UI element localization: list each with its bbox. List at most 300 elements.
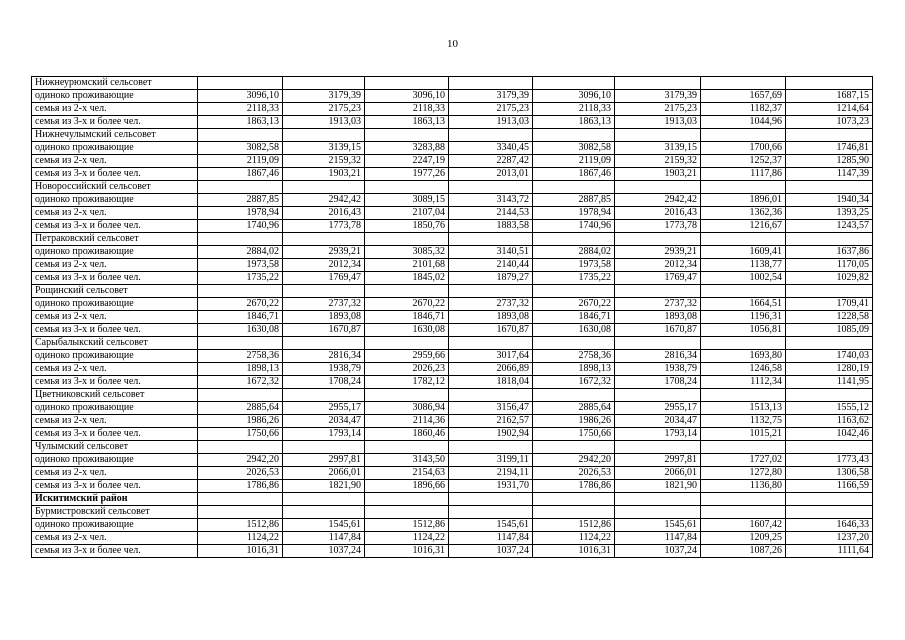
table-cell: 2816,34 bbox=[283, 350, 365, 363]
row-label: семья из 2-х чел. bbox=[32, 467, 198, 480]
table-cell: 1117,86 bbox=[701, 168, 786, 181]
table-cell bbox=[198, 493, 283, 506]
table-cell: 1746,81 bbox=[786, 142, 873, 155]
table-cell bbox=[701, 389, 786, 402]
row-label: семья из 2-х чел. bbox=[32, 415, 198, 428]
table-cell: 2118,33 bbox=[198, 103, 283, 116]
table-cell: 2159,32 bbox=[615, 155, 701, 168]
row-label: семья из 2-х чел. bbox=[32, 311, 198, 324]
table-cell: 1044,96 bbox=[701, 116, 786, 129]
table-cell: 1786,86 bbox=[533, 480, 615, 493]
table-cell: 1846,71 bbox=[365, 311, 449, 324]
table-cell: 3017,64 bbox=[449, 350, 533, 363]
table-cell bbox=[533, 285, 615, 298]
table-cell: 3085,32 bbox=[365, 246, 449, 259]
table-cell bbox=[533, 337, 615, 350]
table-cell: 2955,17 bbox=[283, 402, 365, 415]
section-header-row bbox=[32, 77, 873, 90]
table-row bbox=[32, 415, 873, 428]
table-cell: 2670,22 bbox=[365, 298, 449, 311]
table-cell: 1769,47 bbox=[283, 272, 365, 285]
section-name: Новороссийский сельсовет bbox=[32, 181, 198, 194]
table-cell: 3096,10 bbox=[533, 90, 615, 103]
table-cell: 2175,23 bbox=[283, 103, 365, 116]
table-cell: 1015,21 bbox=[701, 428, 786, 441]
district-header-row bbox=[32, 493, 873, 506]
row-label: одиноко проживающие bbox=[32, 194, 198, 207]
table-cell: 2119,09 bbox=[533, 155, 615, 168]
table-cell: 1163,62 bbox=[786, 415, 873, 428]
table-cell bbox=[449, 129, 533, 142]
table-row bbox=[32, 545, 873, 558]
table-cell: 1196,31 bbox=[701, 311, 786, 324]
table-cell: 1986,26 bbox=[198, 415, 283, 428]
table-cell: 1112,34 bbox=[701, 376, 786, 389]
table-cell: 1709,41 bbox=[786, 298, 873, 311]
row-label: семья из 3-х и более чел. bbox=[32, 116, 198, 129]
table-cell: 3082,58 bbox=[533, 142, 615, 155]
table-cell bbox=[365, 233, 449, 246]
table-cell: 2194,11 bbox=[449, 467, 533, 480]
table-cell: 1893,08 bbox=[283, 311, 365, 324]
table-cell: 1735,22 bbox=[533, 272, 615, 285]
table-cell: 2016,43 bbox=[283, 207, 365, 220]
table-cell bbox=[533, 441, 615, 454]
table-cell: 2884,02 bbox=[533, 246, 615, 259]
table-cell bbox=[365, 181, 449, 194]
table-cell: 2887,85 bbox=[198, 194, 283, 207]
table-cell: 1672,32 bbox=[198, 376, 283, 389]
table-cell: 1978,94 bbox=[198, 207, 283, 220]
table-cell: 1630,08 bbox=[198, 324, 283, 337]
table-cell: 1138,77 bbox=[701, 259, 786, 272]
table-cell: 2034,47 bbox=[615, 415, 701, 428]
table-cell: 1630,08 bbox=[533, 324, 615, 337]
table-cell: 1272,80 bbox=[701, 467, 786, 480]
table-cell bbox=[198, 181, 283, 194]
table-cell bbox=[701, 506, 786, 519]
table-cell: 1973,58 bbox=[533, 259, 615, 272]
table-cell: 1821,90 bbox=[615, 480, 701, 493]
table-cell bbox=[701, 441, 786, 454]
table-cell: 1740,96 bbox=[533, 220, 615, 233]
table-row bbox=[32, 103, 873, 116]
table-cell bbox=[786, 77, 873, 90]
table-cell: 1973,58 bbox=[198, 259, 283, 272]
table-cell: 1512,86 bbox=[533, 519, 615, 532]
table-cell: 1637,86 bbox=[786, 246, 873, 259]
table-cell: 1986,26 bbox=[533, 415, 615, 428]
section-name: Нижнеурюмский сельсовет bbox=[32, 77, 198, 90]
table-cell: 1209,25 bbox=[701, 532, 786, 545]
table-row bbox=[32, 350, 873, 363]
section-header-row bbox=[32, 441, 873, 454]
table-cell: 2885,64 bbox=[198, 402, 283, 415]
table-cell: 2159,32 bbox=[283, 155, 365, 168]
table-cell: 1182,37 bbox=[701, 103, 786, 116]
table-cell: 2013,01 bbox=[449, 168, 533, 181]
table-cell: 1214,64 bbox=[786, 103, 873, 116]
table-cell: 1216,67 bbox=[701, 220, 786, 233]
table-cell: 1545,61 bbox=[283, 519, 365, 532]
table-cell: 1821,90 bbox=[283, 480, 365, 493]
table-cell: 1740,96 bbox=[198, 220, 283, 233]
table-cell: 1773,43 bbox=[786, 454, 873, 467]
table-cell: 2101,68 bbox=[365, 259, 449, 272]
section-header-row bbox=[32, 389, 873, 402]
row-label: семья из 2-х чел. bbox=[32, 155, 198, 168]
district-name: Искитимский район bbox=[32, 493, 198, 506]
table-cell bbox=[449, 389, 533, 402]
table-cell bbox=[198, 285, 283, 298]
table-cell: 1170,05 bbox=[786, 259, 873, 272]
table-cell: 2026,53 bbox=[198, 467, 283, 480]
table-cell: 1978,94 bbox=[533, 207, 615, 220]
table-cell: 3096,10 bbox=[198, 90, 283, 103]
table-cell: 1898,13 bbox=[198, 363, 283, 376]
table-cell: 2066,01 bbox=[283, 467, 365, 480]
table-cell: 1073,23 bbox=[786, 116, 873, 129]
table-cell bbox=[198, 389, 283, 402]
table-cell: 2162,57 bbox=[449, 415, 533, 428]
table-cell: 2175,23 bbox=[449, 103, 533, 116]
table-cell bbox=[615, 506, 701, 519]
table-cell: 3139,15 bbox=[283, 142, 365, 155]
row-label: семья из 3-х и более чел. bbox=[32, 272, 198, 285]
table-cell: 1306,58 bbox=[786, 467, 873, 480]
table-cell: 1893,08 bbox=[615, 311, 701, 324]
table-cell bbox=[365, 77, 449, 90]
section-name: Бурмистровский сельсовет bbox=[32, 506, 198, 519]
row-label: семья из 3-х и более чел. bbox=[32, 428, 198, 441]
row-label: семья из 2-х чел. bbox=[32, 532, 198, 545]
table-cell bbox=[449, 233, 533, 246]
table-cell bbox=[701, 129, 786, 142]
table-cell: 1863,13 bbox=[533, 116, 615, 129]
row-label: одиноко проживающие bbox=[32, 142, 198, 155]
table-cell: 3199,11 bbox=[449, 454, 533, 467]
table-cell bbox=[283, 337, 365, 350]
table-cell: 2942,42 bbox=[615, 194, 701, 207]
table-cell: 1555,12 bbox=[786, 402, 873, 415]
table-cell bbox=[615, 77, 701, 90]
table-cell: 1280,19 bbox=[786, 363, 873, 376]
table-cell: 1735,22 bbox=[198, 272, 283, 285]
table-cell: 1124,22 bbox=[365, 532, 449, 545]
table-cell: 1867,46 bbox=[533, 168, 615, 181]
table-cell: 2114,36 bbox=[365, 415, 449, 428]
table-cell bbox=[283, 506, 365, 519]
table-cell: 3140,51 bbox=[449, 246, 533, 259]
table-cell: 1860,46 bbox=[365, 428, 449, 441]
section-header-row bbox=[32, 337, 873, 350]
table-cell: 1141,95 bbox=[786, 376, 873, 389]
table-cell: 1769,47 bbox=[615, 272, 701, 285]
table-cell: 1846,71 bbox=[198, 311, 283, 324]
table-cell: 2758,36 bbox=[533, 350, 615, 363]
table-cell: 1085,09 bbox=[786, 324, 873, 337]
table-cell: 1285,90 bbox=[786, 155, 873, 168]
table-cell bbox=[449, 77, 533, 90]
table-cell bbox=[198, 129, 283, 142]
section-header-row bbox=[32, 129, 873, 142]
table-row bbox=[32, 90, 873, 103]
table-cell: 1893,08 bbox=[449, 311, 533, 324]
table-row bbox=[32, 142, 873, 155]
table-cell: 1393,25 bbox=[786, 207, 873, 220]
table-cell: 1147,39 bbox=[786, 168, 873, 181]
table-cell bbox=[786, 337, 873, 350]
section-header-row bbox=[32, 233, 873, 246]
table-cell bbox=[283, 77, 365, 90]
table-row bbox=[32, 259, 873, 272]
row-label: семья из 2-х чел. bbox=[32, 207, 198, 220]
section-name: Сарыбалыкский сельсовет bbox=[32, 337, 198, 350]
table-cell: 2737,32 bbox=[615, 298, 701, 311]
table-cell: 2997,81 bbox=[615, 454, 701, 467]
table-row bbox=[32, 532, 873, 545]
row-label: семья из 3-х и более чел. bbox=[32, 220, 198, 233]
table-cell: 2816,34 bbox=[615, 350, 701, 363]
table-cell: 1687,15 bbox=[786, 90, 873, 103]
row-label: одиноко проживающие bbox=[32, 350, 198, 363]
table-cell bbox=[615, 493, 701, 506]
table-cell: 1016,31 bbox=[365, 545, 449, 558]
row-label: одиноко проживающие bbox=[32, 454, 198, 467]
table-cell: 1670,87 bbox=[283, 324, 365, 337]
table-cell: 2670,22 bbox=[198, 298, 283, 311]
table-cell: 1708,24 bbox=[283, 376, 365, 389]
table-cell: 3179,39 bbox=[449, 90, 533, 103]
table-cell: 1609,41 bbox=[701, 246, 786, 259]
table-cell: 1740,03 bbox=[786, 350, 873, 363]
table-cell: 3096,10 bbox=[365, 90, 449, 103]
table-cell: 1016,31 bbox=[198, 545, 283, 558]
table-cell: 1246,58 bbox=[701, 363, 786, 376]
table-cell bbox=[283, 389, 365, 402]
table-cell bbox=[615, 441, 701, 454]
table-cell: 1750,66 bbox=[533, 428, 615, 441]
table-cell bbox=[283, 441, 365, 454]
table-cell: 1913,03 bbox=[449, 116, 533, 129]
table-cell bbox=[283, 233, 365, 246]
table-cell: 1124,22 bbox=[533, 532, 615, 545]
table-cell: 1782,12 bbox=[365, 376, 449, 389]
table-cell: 2144,53 bbox=[449, 207, 533, 220]
row-label: семья из 3-х и более чел. bbox=[32, 168, 198, 181]
table-cell: 1147,84 bbox=[449, 532, 533, 545]
table-cell bbox=[198, 506, 283, 519]
table-row bbox=[32, 220, 873, 233]
table-cell bbox=[533, 506, 615, 519]
table-row bbox=[32, 454, 873, 467]
table-cell: 2959,66 bbox=[365, 350, 449, 363]
table-row bbox=[32, 155, 873, 168]
table-cell: 1545,61 bbox=[615, 519, 701, 532]
section-name: Петраковский сельсовет bbox=[32, 233, 198, 246]
table-cell bbox=[615, 181, 701, 194]
table-cell bbox=[533, 493, 615, 506]
table-cell bbox=[615, 389, 701, 402]
table-row bbox=[32, 246, 873, 259]
section-name: Рощинский сельсовет bbox=[32, 285, 198, 298]
table-cell bbox=[615, 233, 701, 246]
table-cell bbox=[786, 285, 873, 298]
table-cell bbox=[449, 181, 533, 194]
row-label: семья из 3-х и более чел. bbox=[32, 376, 198, 389]
table-cell: 1786,86 bbox=[198, 480, 283, 493]
table-cell: 1237,20 bbox=[786, 532, 873, 545]
table-cell: 1793,14 bbox=[283, 428, 365, 441]
table-cell: 1708,24 bbox=[615, 376, 701, 389]
table-cell: 2119,09 bbox=[198, 155, 283, 168]
table-cell: 1896,66 bbox=[365, 480, 449, 493]
table-cell: 2887,85 bbox=[533, 194, 615, 207]
table-cell: 3143,50 bbox=[365, 454, 449, 467]
table-cell bbox=[701, 337, 786, 350]
table-cell: 3139,15 bbox=[615, 142, 701, 155]
table-cell: 2997,81 bbox=[283, 454, 365, 467]
table-cell: 1228,58 bbox=[786, 311, 873, 324]
table-cell: 2012,34 bbox=[615, 259, 701, 272]
table-cell: 1037,24 bbox=[449, 545, 533, 558]
row-label: семья из 2-х чел. bbox=[32, 103, 198, 116]
table-cell: 1243,57 bbox=[786, 220, 873, 233]
table-cell bbox=[365, 493, 449, 506]
table-cell: 1607,42 bbox=[701, 519, 786, 532]
table-cell bbox=[786, 233, 873, 246]
table-cell: 1850,76 bbox=[365, 220, 449, 233]
table-cell: 1931,70 bbox=[449, 480, 533, 493]
table-cell: 2107,04 bbox=[365, 207, 449, 220]
table-cell: 2942,42 bbox=[283, 194, 365, 207]
table-row bbox=[32, 298, 873, 311]
table-cell bbox=[615, 285, 701, 298]
table-cell: 2175,23 bbox=[615, 103, 701, 116]
table-cell: 1512,86 bbox=[365, 519, 449, 532]
section-header-row bbox=[32, 285, 873, 298]
table-cell bbox=[198, 441, 283, 454]
tariff-table bbox=[31, 76, 873, 558]
table-cell bbox=[701, 233, 786, 246]
table-cell: 1132,75 bbox=[701, 415, 786, 428]
table-cell bbox=[533, 389, 615, 402]
table-cell: 1002,54 bbox=[701, 272, 786, 285]
table-cell: 2737,32 bbox=[283, 298, 365, 311]
table-cell bbox=[786, 389, 873, 402]
table-cell: 1056,81 bbox=[701, 324, 786, 337]
row-label: одиноко проживающие bbox=[32, 402, 198, 415]
table-cell: 1773,78 bbox=[615, 220, 701, 233]
table-cell bbox=[533, 129, 615, 142]
table-row bbox=[32, 467, 873, 480]
table-cell: 1902,94 bbox=[449, 428, 533, 441]
table-cell bbox=[786, 506, 873, 519]
table-cell: 1029,82 bbox=[786, 272, 873, 285]
table-cell: 1630,08 bbox=[365, 324, 449, 337]
table-row bbox=[32, 428, 873, 441]
row-label: одиноко проживающие bbox=[32, 90, 198, 103]
table-cell bbox=[533, 181, 615, 194]
table-cell: 1037,24 bbox=[283, 545, 365, 558]
table-cell: 2118,33 bbox=[365, 103, 449, 116]
section-name: Чулымский сельсовет bbox=[32, 441, 198, 454]
row-label: семья из 2-х чел. bbox=[32, 363, 198, 376]
table-cell: 1016,31 bbox=[533, 545, 615, 558]
table-cell bbox=[449, 506, 533, 519]
table-cell: 2118,33 bbox=[533, 103, 615, 116]
table-cell bbox=[786, 181, 873, 194]
table-cell bbox=[533, 233, 615, 246]
table-row bbox=[32, 116, 873, 129]
table-cell: 1818,04 bbox=[449, 376, 533, 389]
table-cell: 2670,22 bbox=[533, 298, 615, 311]
table-cell: 1879,27 bbox=[449, 272, 533, 285]
table-cell: 1512,86 bbox=[198, 519, 283, 532]
row-label: одиноко проживающие bbox=[32, 519, 198, 532]
table-cell: 2247,19 bbox=[365, 155, 449, 168]
table-cell bbox=[701, 493, 786, 506]
table-cell: 1938,79 bbox=[615, 363, 701, 376]
table-row bbox=[32, 402, 873, 415]
table-cell bbox=[365, 389, 449, 402]
table-row bbox=[32, 376, 873, 389]
table-cell: 2884,02 bbox=[198, 246, 283, 259]
table-cell: 3156,47 bbox=[449, 402, 533, 415]
table-cell: 2287,42 bbox=[449, 155, 533, 168]
table-cell: 2939,21 bbox=[283, 246, 365, 259]
table-cell: 1664,51 bbox=[701, 298, 786, 311]
table-cell: 1124,22 bbox=[198, 532, 283, 545]
table-cell: 3340,45 bbox=[449, 142, 533, 155]
table-cell bbox=[365, 129, 449, 142]
table-cell: 3179,39 bbox=[615, 90, 701, 103]
table-cell: 1672,32 bbox=[533, 376, 615, 389]
row-label: семья из 3-х и более чел. bbox=[32, 324, 198, 337]
table-cell: 1147,84 bbox=[615, 532, 701, 545]
table-cell: 1898,13 bbox=[533, 363, 615, 376]
page-number: 10 bbox=[447, 38, 458, 50]
table-cell: 2737,32 bbox=[449, 298, 533, 311]
table-cell bbox=[449, 493, 533, 506]
table-cell: 1896,01 bbox=[701, 194, 786, 207]
table-cell bbox=[615, 129, 701, 142]
table-cell bbox=[365, 506, 449, 519]
table-cell bbox=[786, 129, 873, 142]
table-cell bbox=[283, 181, 365, 194]
table-cell: 1793,14 bbox=[615, 428, 701, 441]
table-cell bbox=[198, 337, 283, 350]
table-row bbox=[32, 168, 873, 181]
table-cell: 1750,66 bbox=[198, 428, 283, 441]
table-cell: 1657,69 bbox=[701, 90, 786, 103]
section-name: Цветниковский сельсовет bbox=[32, 389, 198, 402]
table-cell: 1646,33 bbox=[786, 519, 873, 532]
table-cell: 1545,61 bbox=[449, 519, 533, 532]
section-header-row bbox=[32, 506, 873, 519]
table-cell: 2034,47 bbox=[283, 415, 365, 428]
section-name: Нижнечулымский сельсовет bbox=[32, 129, 198, 142]
table-row bbox=[32, 272, 873, 285]
table-cell: 1845,02 bbox=[365, 272, 449, 285]
table-cell: 1166,59 bbox=[786, 480, 873, 493]
table-cell: 2942,20 bbox=[198, 454, 283, 467]
table-cell: 2939,21 bbox=[615, 246, 701, 259]
table-cell: 2140,44 bbox=[449, 259, 533, 272]
table-cell: 1977,26 bbox=[365, 168, 449, 181]
table-cell: 3089,15 bbox=[365, 194, 449, 207]
row-label: семья из 3-х и более чел. bbox=[32, 545, 198, 558]
